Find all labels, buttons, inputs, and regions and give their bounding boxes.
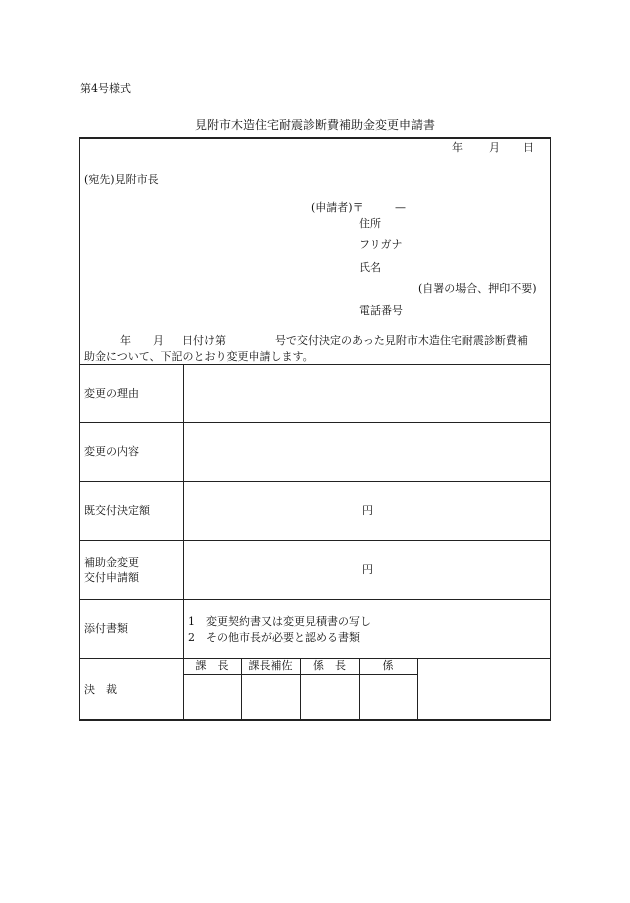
requested-amount-label-1: 補助金変更 xyxy=(84,556,139,569)
decided-amount-label: 既交付決定額 xyxy=(84,504,150,517)
date-day: 日 xyxy=(523,141,534,154)
approval-header-deputy-chief: 課長補佐 xyxy=(248,659,293,672)
attachment-item-2: 2 その他市長が必要と認める書類 xyxy=(188,631,360,644)
requested-amount-unit: 円 xyxy=(362,563,373,576)
requested-amount-label-2: 交付申請額 xyxy=(84,571,139,584)
seal-note: (自署の場合、押印不要) xyxy=(418,282,537,295)
approval-header-unit-chief: 係 長 xyxy=(313,659,346,672)
phone-label: 電話番号 xyxy=(359,304,403,317)
decided-amount-unit: 円 xyxy=(362,504,373,517)
approval-divider-4 xyxy=(417,658,418,720)
attachments-label: 添付書類 xyxy=(84,622,128,635)
date-year: 年 xyxy=(452,141,463,154)
form-top-border xyxy=(79,137,551,139)
divider-reason xyxy=(79,364,551,365)
divider-attachments xyxy=(79,599,551,600)
body-date-no: 日付け第 xyxy=(182,334,226,347)
name-label: 氏名 xyxy=(359,261,381,274)
body-month: 月 xyxy=(153,334,164,347)
divider-decided xyxy=(79,481,551,482)
postal-dash: — xyxy=(395,201,406,214)
form-number: 第4号様式 xyxy=(80,82,131,95)
divider-content xyxy=(79,422,551,423)
document-title: 見附市木造住宅耐震診断費補助金変更申請書 xyxy=(194,118,435,132)
approval-header-staff: 係 xyxy=(382,659,394,672)
body-rest: 号で交付決定のあった見附市木造住宅耐震診断費補 xyxy=(275,334,528,347)
approval-header-section-chief: 課 長 xyxy=(195,659,229,672)
body-year: 年 xyxy=(120,334,131,347)
body-text-line2: 助金について、下記のとおり変更申請します。 xyxy=(84,350,314,363)
date-month: 月 xyxy=(489,141,500,154)
applicant-label: (申請者)〒 xyxy=(311,201,364,214)
content-label: 変更の内容 xyxy=(84,445,139,458)
addressee: (宛先)見附市長 xyxy=(84,173,159,186)
reason-label: 変更の理由 xyxy=(84,387,139,400)
approval-header-divider xyxy=(183,674,417,675)
furigana-label: フリガナ xyxy=(359,238,403,251)
attachment-item-1: 1 変更契約書又は変更見積書の写し xyxy=(188,615,371,628)
address-label: 住所 xyxy=(359,217,381,230)
form-bottom-border xyxy=(79,719,551,721)
approval-label: 決 裁 xyxy=(84,683,117,696)
divider-requested xyxy=(79,540,551,541)
